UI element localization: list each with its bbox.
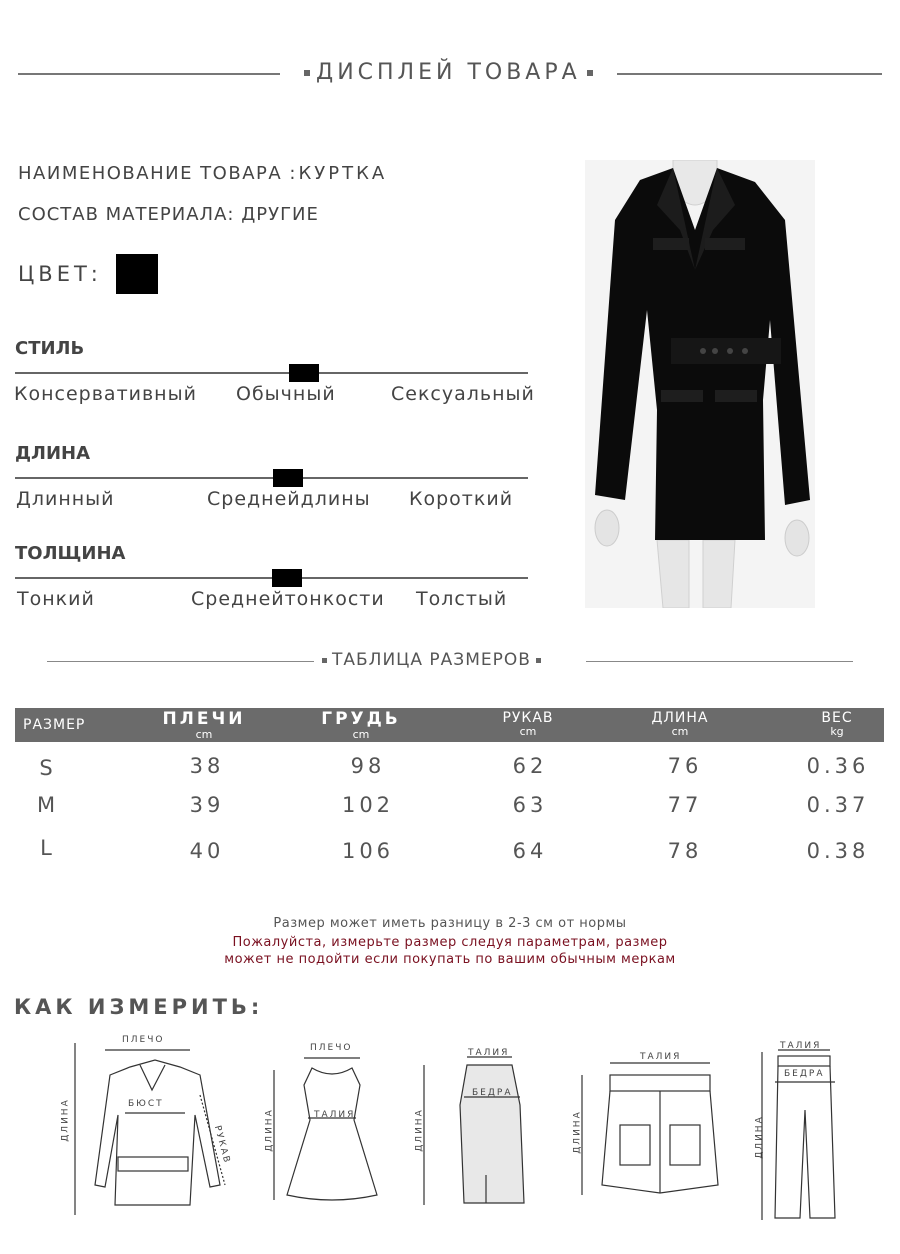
slider-track (15, 372, 528, 374)
option-label: Сексуальный (391, 383, 535, 405)
waist-label: ТАЛИЯ (780, 1041, 822, 1051)
bullet-icon (304, 70, 310, 76)
length-label: ДЛИНА (414, 1108, 425, 1152)
option-label: Обычный (236, 383, 336, 405)
column-header-label: ДЛИНА (651, 710, 709, 726)
option-label: Среднейтонкости (191, 588, 385, 610)
table-cell: 102 (341, 793, 395, 817)
material-row (18, 204, 319, 225)
table-cell: 0.36 (806, 754, 870, 778)
attribute-title: ДЛИНА (15, 443, 91, 464)
size-table-title-text: ТАБЛИЦА РАЗМЕРОВ (332, 650, 531, 670)
skirt-outline (412, 1045, 542, 1215)
length-label: ДЛИНА (264, 1108, 275, 1152)
column-header (144, 711, 264, 740)
table-cell: L (40, 836, 56, 860)
table-cell: 77 (667, 793, 703, 817)
material-value: ДРУГИЕ (241, 204, 319, 225)
length-label: ДЛИНА (60, 1098, 71, 1142)
waist-label: ТАЛИЯ (640, 1052, 682, 1062)
bullet-icon (322, 658, 327, 663)
waist-label: ТАЛИЯ (468, 1048, 510, 1058)
table-cell: 106 (341, 839, 395, 863)
product-name-row (18, 163, 387, 184)
option-label: Длинный (16, 488, 115, 510)
column-header (23, 718, 85, 732)
size-note: Размер может иметь разницу в 2-3 см от нормы (273, 916, 627, 931)
header-rule-left (18, 73, 280, 75)
column-header-label: РУКАВ (502, 710, 554, 726)
size-table-title (322, 650, 541, 670)
warning-note-line2: может не подойти если покупать по вашим обычным меркам (224, 952, 676, 967)
slider-marker (289, 364, 319, 382)
size-rule-right (586, 661, 853, 662)
bust-label: БЮСТ (128, 1099, 164, 1109)
column-header-unit: cm (195, 728, 213, 741)
jacket-diagram (60, 1035, 240, 1220)
hips-label: БЕДРА (784, 1069, 825, 1079)
color-swatch (116, 254, 158, 294)
table-cell: 76 (667, 754, 703, 778)
column-header-label: ПЛЕЧИ (162, 709, 246, 729)
table-header (15, 708, 884, 742)
skirt-diagram (412, 1045, 542, 1215)
table-cell: 62 (512, 754, 548, 778)
color-label: ЦВЕТ: (18, 262, 102, 286)
table-cell: 64 (512, 839, 548, 863)
shoulder-label: ПЛЕЧО (122, 1035, 165, 1045)
column-header (301, 711, 421, 740)
option-label: Среднейдлины (207, 488, 371, 510)
size-rule-left (47, 661, 314, 662)
column-header-unit: cm (671, 725, 689, 738)
header-title (298, 60, 599, 85)
table-cell: 39 (189, 793, 225, 817)
hips-label: БЕДРА (472, 1088, 513, 1098)
column-header (620, 711, 740, 737)
table-cell: 63 (512, 793, 548, 817)
table-cell: S (39, 756, 57, 780)
sleeve-label: РУКАВ (211, 1124, 232, 1166)
column-header-unit: kg (830, 725, 844, 738)
option-label: Тонкий (17, 588, 95, 610)
dress-diagram (262, 1040, 402, 1210)
shorts-diagram (570, 1045, 750, 1205)
slider-marker (273, 469, 303, 487)
table-cell: 0.37 (806, 793, 870, 817)
warning-note-line1: Пожалуйста, измерьте размер следуя параметрам, размер (232, 935, 668, 950)
option-label: Консервативный (14, 383, 197, 405)
product-name-label: НАИМЕНОВАНИЕ ТОВАРА (18, 163, 283, 184)
product-photo (585, 160, 815, 608)
column-header-label: ГРУДЬ (321, 709, 401, 729)
table-cell: 98 (350, 754, 386, 778)
slider-track (15, 477, 528, 479)
material-label: СОСТАВ МАТЕРИАЛА: (18, 204, 235, 225)
column-header-label: РАЗМЕР (23, 717, 86, 733)
table-cell: 40 (189, 839, 225, 863)
column-header-label: ВЕС (821, 710, 853, 726)
table-cell: 0.38 (806, 839, 870, 863)
slider-marker (272, 569, 302, 587)
column-header-unit: cm (352, 728, 370, 741)
attribute-title: ТОЛЩИНА (15, 543, 126, 564)
how-to-measure-title: КАК ИЗМЕРИТЬ: (14, 995, 264, 1019)
column-header (468, 711, 588, 737)
option-label: Короткий (409, 488, 514, 510)
product-name-value: :КУРТКА (289, 163, 388, 184)
header-title-text: ДИСПЛЕЙ ТОВАРА (316, 60, 581, 85)
column-header-unit: cm (519, 725, 537, 738)
table-cell: 38 (189, 754, 225, 778)
shoulder-label: ПЛЕЧО (310, 1043, 353, 1053)
column-header (777, 711, 897, 737)
pants-outline (750, 1040, 860, 1225)
table-cell: 78 (667, 839, 703, 863)
length-label: ДЛИНА (754, 1115, 765, 1159)
pants-diagram (750, 1040, 860, 1225)
header-rule-right (617, 73, 882, 75)
bullet-icon (587, 70, 593, 76)
shorts-outline (570, 1045, 750, 1205)
option-label: Толстый (416, 588, 508, 610)
attribute-title: СТИЛЬ (15, 338, 85, 359)
table-cell: M (36, 793, 60, 817)
bullet-icon (536, 658, 541, 663)
length-label: ДЛИНА (572, 1110, 583, 1154)
waist-label: ТАЛИЯ (314, 1110, 356, 1120)
dress-outline (262, 1040, 402, 1210)
